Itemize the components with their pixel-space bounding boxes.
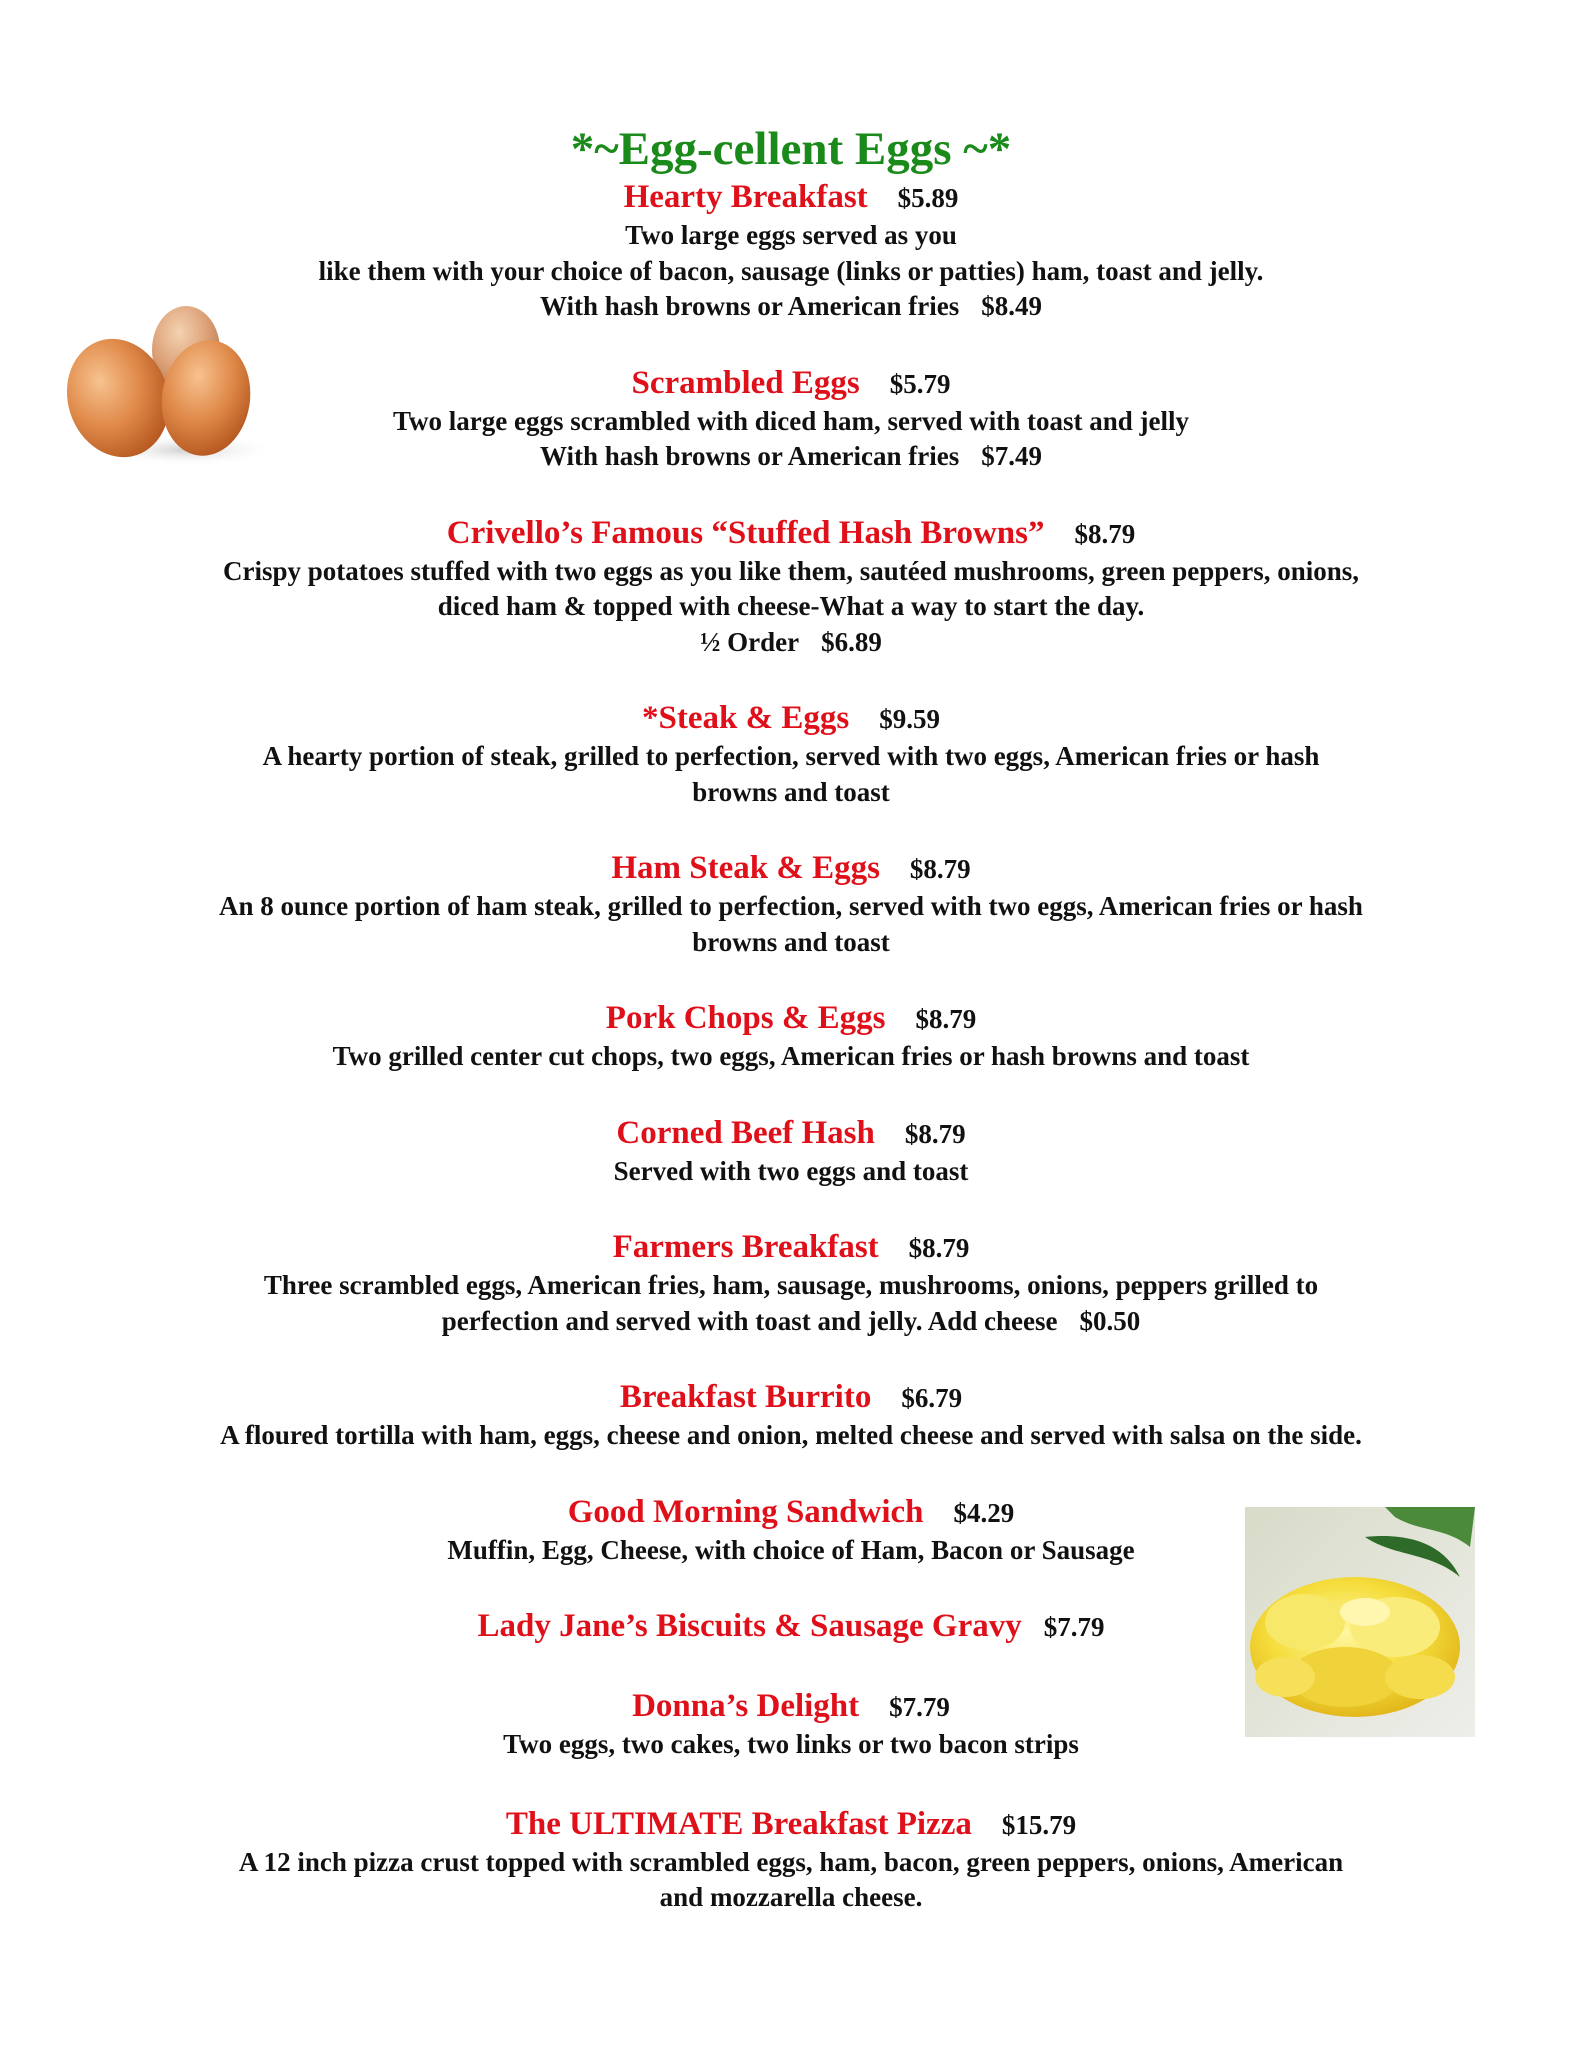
- item-description: Muffin, Egg, Cheese, with choice of Ham, Bacon or Sausage: [447, 1534, 1135, 1565]
- item-price: $8.79: [908, 1233, 970, 1263]
- item-price: $8.79: [1074, 518, 1136, 549]
- menu-item-breakfast-burrito: [0, 1378, 1582, 1454]
- menu-item-farmers-breakfast: [0, 1228, 1582, 1339]
- option-price: $6.89: [821, 626, 882, 657]
- item-name: Scrambled Eggs: [631, 364, 860, 401]
- item-price: $6.79: [901, 1383, 963, 1413]
- item-description: Two large eggs scrambled with diced ham, served with toast and jelly: [393, 405, 1189, 436]
- item-description: Three scrambled eggs, American fries, ham, sausage, mushrooms, onions, peppers grilled to: [263, 1270, 1319, 1300]
- page-title: *~Egg-cellent Eggs ~*: [570, 123, 1012, 175]
- menu-item-ham-steak-eggs: [0, 849, 1582, 960]
- item-price: $4.29: [953, 1497, 1015, 1528]
- item-description: browns and toast: [692, 776, 890, 807]
- brown-eggs-image: [56, 300, 276, 470]
- item-description: A 12 inch pizza crust topped with scrambled eggs, ham, bacon, green peppers, onions, American: [238, 1846, 1344, 1877]
- item-price: $15.79: [1001, 1809, 1077, 1840]
- item-price: $8.79: [909, 854, 971, 884]
- item-name: Lady Jane’s Biscuits & Sausage Gravy: [477, 1608, 1022, 1644]
- item-description: and mozzarella cheese.: [659, 1882, 923, 1912]
- item-name: Corned Beef Hash: [616, 1114, 875, 1151]
- menu-item-corned-beef-hash: [0, 1114, 1582, 1190]
- item-description: Two grilled center cut chops, two eggs, American fries or hash browns and toast: [332, 1041, 1250, 1071]
- item-name: The ULTIMATE Breakfast Pizza: [505, 1805, 972, 1842]
- option-price: $0.50: [1079, 1305, 1141, 1336]
- item-price: $5.79: [889, 368, 951, 399]
- item-price: $8.79: [915, 1004, 977, 1034]
- option-text: perfection and served with toast and jelly. Add cheese: [441, 1305, 1058, 1336]
- option-price: $7.49: [981, 441, 1043, 471]
- menu-item-steak-eggs: [0, 699, 1582, 810]
- item-name: Pork Chops & Eggs: [605, 1000, 886, 1036]
- scrambled-eggs-image: [1245, 1507, 1475, 1737]
- item-name: Farmers Breakfast: [612, 1229, 879, 1265]
- option-price: $8.49: [981, 291, 1043, 321]
- item-description: A floured tortilla with ham, eggs, cheese and onion, melted cheese and served with salsa on the side.: [220, 1420, 1362, 1450]
- menu-item-breakfast-pizza: [0, 1805, 1582, 1916]
- item-price: $8.79: [904, 1118, 966, 1149]
- option-text: With hash browns or American fries: [539, 291, 960, 321]
- item-name: Breakfast Burrito: [619, 1379, 872, 1415]
- item-price: $5.89: [897, 183, 959, 213]
- item-description: Two eggs, two cakes, two links or two bacon strips: [503, 1729, 1079, 1759]
- item-price: $9.59: [879, 704, 940, 734]
- item-description: An 8 ounce portion of ham steak, grilled to perfection, served with two eggs, American fries or hash: [219, 891, 1363, 921]
- item-description: browns and toast: [692, 926, 890, 957]
- menu-item-pork-chops-eggs: [0, 999, 1582, 1075]
- item-option: [0, 1304, 1582, 1340]
- item-description: Served with two eggs and toast: [613, 1155, 969, 1186]
- option-text: With hash browns or American fries: [539, 441, 960, 471]
- item-price: $7.79: [1043, 1612, 1105, 1642]
- item-description: like them with your choice of bacon, sausage (links or patties) ham, toast and jelly.: [318, 255, 1264, 286]
- item-option: [0, 625, 1582, 661]
- item-name: Ham Steak & Eggs: [611, 850, 880, 886]
- option-text: ½ Order: [700, 626, 800, 657]
- item-name: Crivello’s Famous “Stuffed Hash Browns”: [446, 514, 1045, 551]
- item-name: Good Morning Sandwich: [567, 1493, 924, 1530]
- item-description: Crispy potatoes stuffed with two eggs as you like them, sautéed mushrooms, green peppers, onions,: [222, 555, 1360, 586]
- menu-item-stuffed-hash-browns: [0, 514, 1582, 661]
- item-name: *Steak & Eggs: [642, 700, 850, 736]
- item-description: A hearty portion of steak, grilled to perfection, served with two eggs, American fries or hash: [262, 741, 1320, 771]
- item-description: diced ham & topped with cheese-What a way to start the day.: [437, 591, 1145, 621]
- item-price: $7.79: [889, 1692, 950, 1722]
- item-name: Hearty Breakfast: [623, 179, 868, 215]
- item-name: Donna’s Delight: [632, 1688, 860, 1724]
- item-description: Two large eggs served as you: [625, 220, 957, 250]
